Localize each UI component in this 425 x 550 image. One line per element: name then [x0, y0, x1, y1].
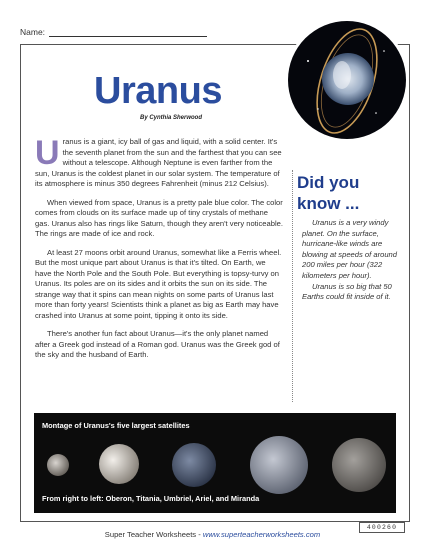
did-you-know-body: [302, 218, 402, 303]
did-you-know-paragraph-2: Uranus is so big that 50 Earths could fit inside of it.: [302, 281, 392, 302]
article-paragraph-3: At least 27 moons orbit around Uranus, somewhat like a Ferris wheel. But the most unique part about Uranus is that it's tilted. On Earth, we have the North Pole and the South Pole. But everything is topsy-turvy on Uranus. Its poles are on its sides and it orbits the sun on its side. The strange way that it spins can mean nights on some parts of Uranus last more than forty years! Scientists think a planet as big as Earth may have crashed into Uranus at some point, tipping it onto its side.: [35, 247, 282, 320]
article-paragraph-4: There's another fun fact about Uranus—it's the only planet named after a Greek god instead of a Roman god. Uranus was the Greek god of the sky and the husband of Earth.: [35, 329, 280, 359]
montage-caption-top: Montage of Uranus's five largest satellites: [42, 421, 190, 430]
name-field: [20, 27, 207, 37]
did-you-know-paragraph-1: Uranus is a very windy planet. On the surface, hurricane-like winds are blowing at speeds of around 200 miles per hour (322 kilometers per hour).: [302, 218, 397, 280]
titania-moon: [250, 436, 308, 494]
footer-separator: -: [196, 530, 203, 539]
drop-cap: U: [35, 134, 60, 172]
uranus-photo: [285, 18, 409, 142]
sidebar-divider: [292, 170, 293, 402]
miranda-moon: [47, 454, 69, 476]
page-title: Uranus: [94, 70, 222, 112]
name-label: Name:: [20, 27, 46, 37]
name-blank-line[interactable]: [49, 36, 207, 37]
ariel-moon: [99, 444, 139, 484]
worksheet-code: 400260: [359, 522, 405, 533]
article-body: [35, 134, 283, 369]
did-you-know-title: Did you know ...: [297, 173, 360, 213]
footer-brand: Super Teacher Worksheets: [104, 530, 197, 539]
satellite-montage: [34, 413, 396, 513]
montage-caption-bottom: From right to left: Oberon, Titania, Umbriel, Ariel, and Miranda: [42, 494, 260, 503]
author-byline: By Cynthia Sherwood: [140, 115, 203, 121]
article-paragraph-1: Uranus is a giant, icy ball of gas and liquid, with a solid center. It's the seventh planet from the sun and the farthest that you can see without a telescope. Although Neptune is even farther from the sun, Uranus is the coldest planet in our solar system. The temperature of its atmosphere is minus 350 degrees Fahrenheit (minus 212 Celsius).: [35, 134, 282, 188]
oberon-moon: [332, 438, 386, 492]
article-paragraph-2: When viewed from space, Uranus is a pretty pale blue color. The color comes from clouds on its surface made up of tiny crystals of methane gas. Uranus also has rings like Saturn, though they aren't very noticeable. The rings are made of ice and rock.: [35, 197, 283, 238]
umbriel-moon: [172, 443, 216, 487]
footer-url-link[interactable]: www.superteacherworksheets.com: [202, 530, 321, 539]
